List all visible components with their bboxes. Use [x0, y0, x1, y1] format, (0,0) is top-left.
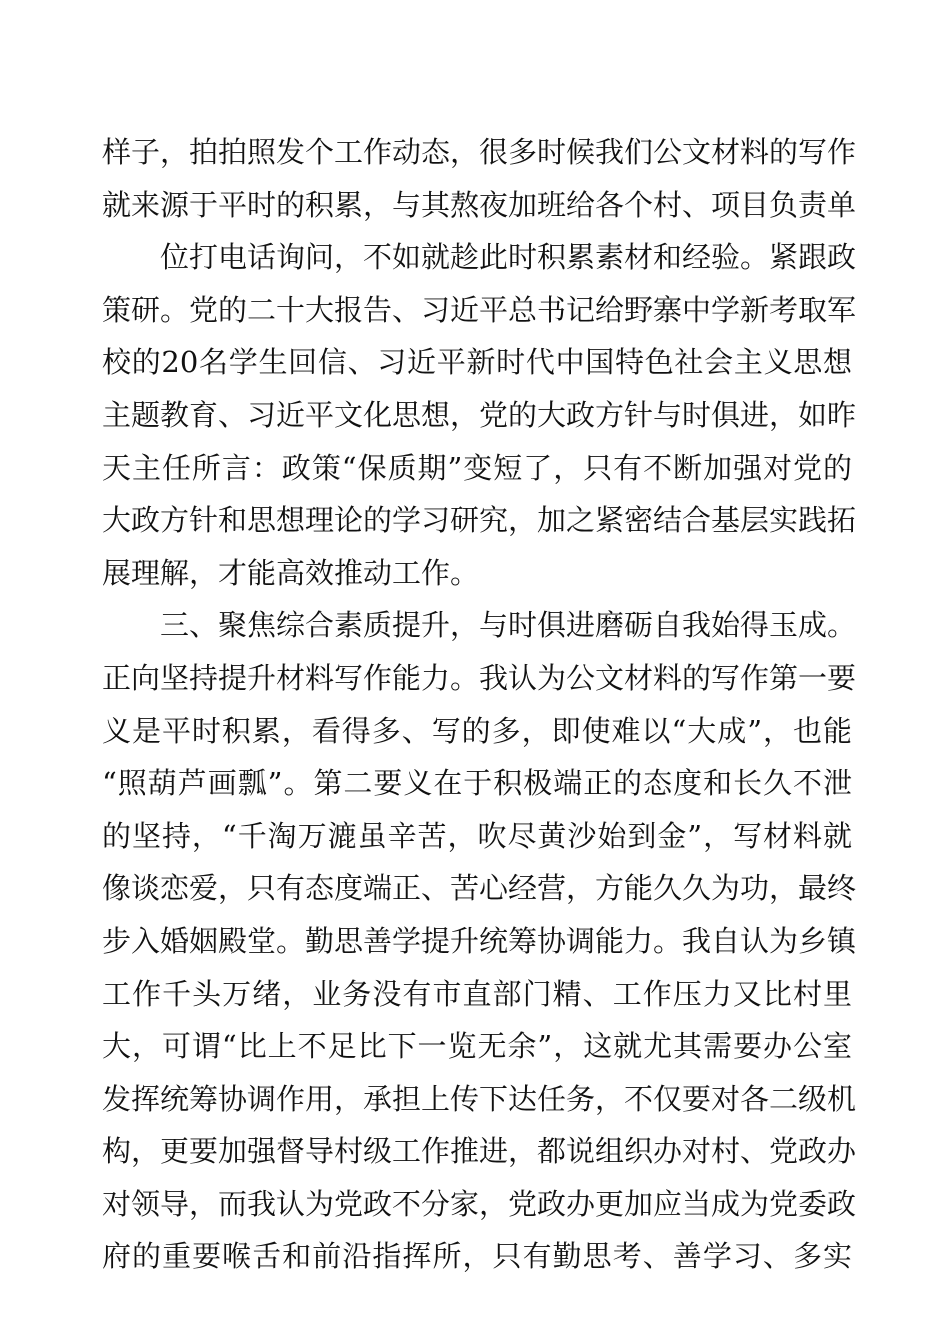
text-line: 策研。党的二十大报告、习近平总书记给野寨中学新考取军: [102, 292, 857, 327]
text-line: 工作千头万绪，业务没有市直部门精、工作压力又比村里: [102, 976, 852, 1011]
text-line: “照葫芦画瓢”。第二要义在于积极端正的态度和长久不泄: [102, 766, 852, 801]
text-line: 校的20名学生回信、习近平新时代中国特色社会主义思想: [102, 345, 852, 380]
text-line: 大，可谓“比上不足比下一览无余”，这就尤其需要办公室: [102, 1029, 852, 1064]
body-text: [102, 126, 857, 1283]
text-line: 样子，拍拍照发个工作动态，很多时候我们公文材料的写作: [102, 135, 857, 169]
text-line: 的坚持，“千淘万漉虽辛苦，吹尽黄沙始到金”，写材料就: [102, 818, 852, 853]
text-line: 大政方针和思想理论的学习研究，加之紧密结合基层实践拓: [102, 503, 857, 538]
text-line: 就来源于平时的积累，与其熬夜加班给各个村、项目负责单: [102, 187, 857, 222]
text-line: 府的重要喉舌和前沿指挥所，只有勤思考、善学习、多实: [102, 1239, 852, 1274]
text-line: 构，更要加强督导村级工作推进，都说组织办对村、党政办: [102, 1134, 857, 1169]
text-line: 对领导，而我认为党政不分家，党政办更加应当成为党委政: [102, 1186, 857, 1221]
section-heading: 三、聚焦综合素质提升，与时俱进磨砺自我始得玉成。: [160, 608, 857, 643]
text-line: 主题教育、习近平文化思想，党的大政方针与时俱进，如昨: [102, 397, 857, 432]
text-line: 义是平时积累，看得多、写的多，即使难以“大成”，也能: [102, 713, 852, 748]
text-line: 像谈恋爱，只有态度端正、苦心经营，方能久久为功，最终: [102, 871, 857, 906]
text-line: 展理解，才能高效推动工作。: [102, 555, 480, 590]
text-line: 天主任所言：政策“保质期”变短了，只有不断加强对党的: [102, 450, 852, 485]
text-line: 位打电话询问，不如就趁此时积累素材和经验。紧跟政: [160, 240, 857, 275]
text-line: 正向坚持提升材料写作能力。我认为公文材料的写作第一要: [102, 660, 857, 695]
text-line: 步入婚姻殿堂。勤思善学提升统筹协调能力。我自认为乡镇: [102, 923, 857, 958]
text-line: 发挥统筹协调作用，承担上传下达任务，不仅要对各二级机: [102, 1081, 857, 1116]
